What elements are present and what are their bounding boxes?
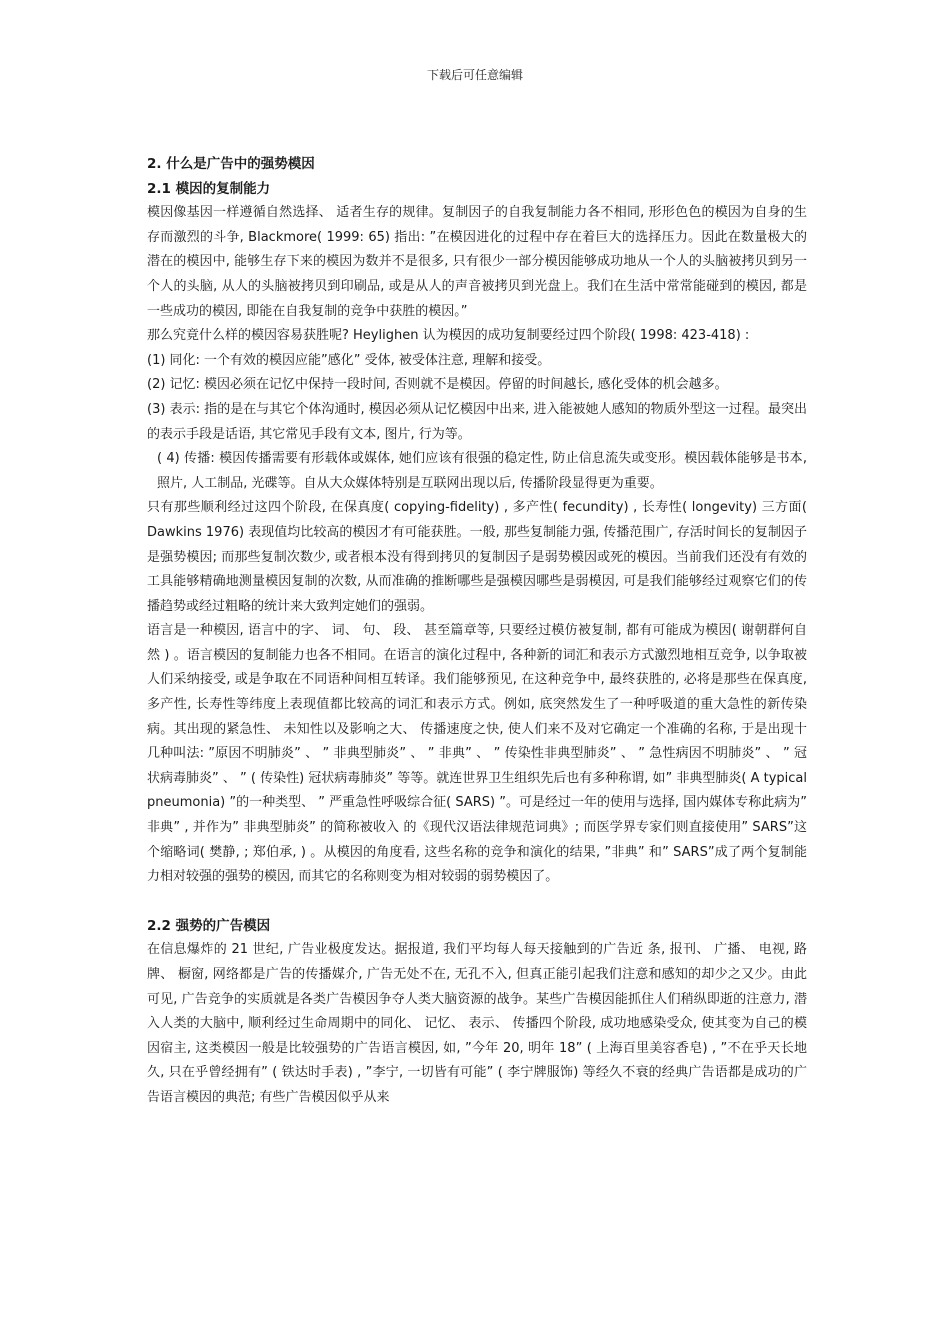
paragraph: 语言是一种模因, 语言中的字、 词、 句、 段、 甚至篇章等, 只要经过模仿被复制, 都有可能成为模因( 谢朝群何自然 ) 。语言模因的复制能力也各不相同。在语言的演化过程中, 各种新的词汇和表示方式激烈地相互竞争, 以争取被人们采纳接受, 或是争取在不同语种间相互转译。我们能够预见, 在这种竞争中, 最终获胜的, 必将是那些在保真度, 多产性, 长寿性等纬度上表现值都比较高的词汇和表示方式。例如, 底突然发生了一种呼吸道的重大急性的新传染病。其出现的紧急性、 未知性以及影响之大、 传播速度之快, 使人们来不及对它确定一个准确的名称, 于是出现十几种叫法: ”原因不明肺炎” 、 ” 非典型肺炎” 、 ” 非典” 、 ” 传染性非典型肺炎” 、 ” 急性病因不明肺炎” 、 ” 冠状病毒肺炎” 、 ” ( 传染性) 冠状病毒肺炎” 等等。就连世界卫生组织先后也有多种称谓, 如” 非典型肺炎( A typical pneumonia) ”的一种类型、 ” 严重急性呼吸综合征( SARS) ”。可是经过一年的使用与选择, 国内媒体专称此病为” 非典” , 并作为” 非典型肺炎” 的简称被收入 的《现代汉语法律规范词典》; 而医学界专家们则直接使用” SARS”这个缩略词( 樊静, ; 郑伯承, ) 。从模因的角度看, 这些名称的竞争和演化的结果, ”非典” 和” SARS”成了两个复制能力相对较强的强势的模因, 而其它的名称则变为相对较弱的弱势模因了。 <box>147 623 807 885</box>
paragraph: 模因像基因一样遵循自然选择、 适者生存的规律。复制因子的自我复制能力各不相同, 形形色色的模因为自身的生存而激烈的斗争, Blackmore( 1999: 65) 指出: ”在模因进化的过程中存在着巨大的选择压力。因此在数量极大的潜在的模因中, 能够生存下来的模因为数并不是很多, 只有很少一部分模因能够成功地从一个人的头脑被拷贝到另一个人的头脑, 从人的头脑被拷贝到印刷品, 或是从人的声音被拷贝到光盘上。我们在生活中常常能碰到的模因, 都是一些成功的模因, 即能在自我复制的竞争中获胜的模因。” <box>147 205 807 319</box>
list-item: ( 4) 传播: 模因传播需要有形载体或媒体, 她们应该有很强的稳定性, 防止信息流失或变形。模因载体能够是书本, 照片, 人工制品, 光碟等。自从大众媒体特别是互联网出现以后, 传播阶段显得更为重要。 <box>157 451 807 491</box>
list-item: (1) 同化: 一个有效的模因应能”感化” 受体, 被受体注意, 理解和接受。 <box>147 352 551 368</box>
subsection-heading: 2.2 强势的广告模因 <box>147 917 271 934</box>
paragraph: 只有那些顺利经过这四个阶段, 在保真度( copying-fidelity) , 多产性( fecundity) , 长寿性( longevity) 三方面( Dawkins 1976) 表现值均比较高的模因才有可能获胜。一般, 那些复制能力强, 传播范围广, 存活时间长的复制因子是强势模因; 而那些复制次数少, 或者根本没有得到拷贝的复制因子是弱势模因或死的模因。当前我们还没有有效的工具能够精确地测量模因复制的次数, 从而准确的推断哪些是强模因哪些是弱模因, 可是我们能够经过观察它们的传播趋势或经过粗略的统计来大致判定她们的强弱。 <box>147 500 807 614</box>
subsection-heading: 2.1 模因的复制能力 <box>147 180 271 197</box>
document-body <box>147 152 807 1111</box>
section-heading: 2. 什么是广告中的强势模因 <box>147 156 315 172</box>
list-item: (2) 记忆: 模因必须在记忆中保持一段时间, 否则就不是模因。停留的时间越长, 感化受体的机会越多。 <box>147 377 728 393</box>
paragraph: 在信息爆炸的 21 世纪, 广告业极度发达。据报道, 我们平均每人每天接触到的广告近 条, 报刊、 广播、 电视, 路牌、 橱窗, 网络都是广告的传播媒介, 广告无处不在, 无孔不入, 但真正能引起我们注意和感知的却少之又少。由此可见, 广告竞争的实质就是各类广告模因争夺人类大脑资源的战争。某些广告模因能抓住人们稍纵即逝的注意力, 潜入人类的大脑中, 顺利经过生命周期中的同化、 记忆、 表示、 传播四个阶段, 成功地感染受众, 使其变为自己的模因宿主, 这类模因一般是比较强势的广告语言模因, 如, ”今年 20, 明年 18” ( 上海百里美容香皂) , ”不在乎天长地久, 只在乎曾经拥有” ( 铁达时手表) , ”李宁, 一切皆有可能” ( 李宁牌服饰) 等经久不衰的经典广告语都是成功的广告语言模因的典范; 有些广告模因似乎从来 <box>147 942 807 1105</box>
list-item: (3) 表示: 指的是在与其它个体沟通时, 模因必须从记忆模因中出来, 进入能被她人感知的物质外型这一过程。最突出的表示手段是话语, 其它常见手段有文本, 图片, 行为等。 <box>147 401 807 442</box>
paragraph: 那么究竟什么样的模因容易获胜呢? Heylighen 认为模因的成功复制要经过四个阶段( 1998: 423-418) : <box>147 328 750 344</box>
page-header: 下载后可任意编辑 <box>426 68 523 82</box>
section-spacer <box>147 890 807 914</box>
